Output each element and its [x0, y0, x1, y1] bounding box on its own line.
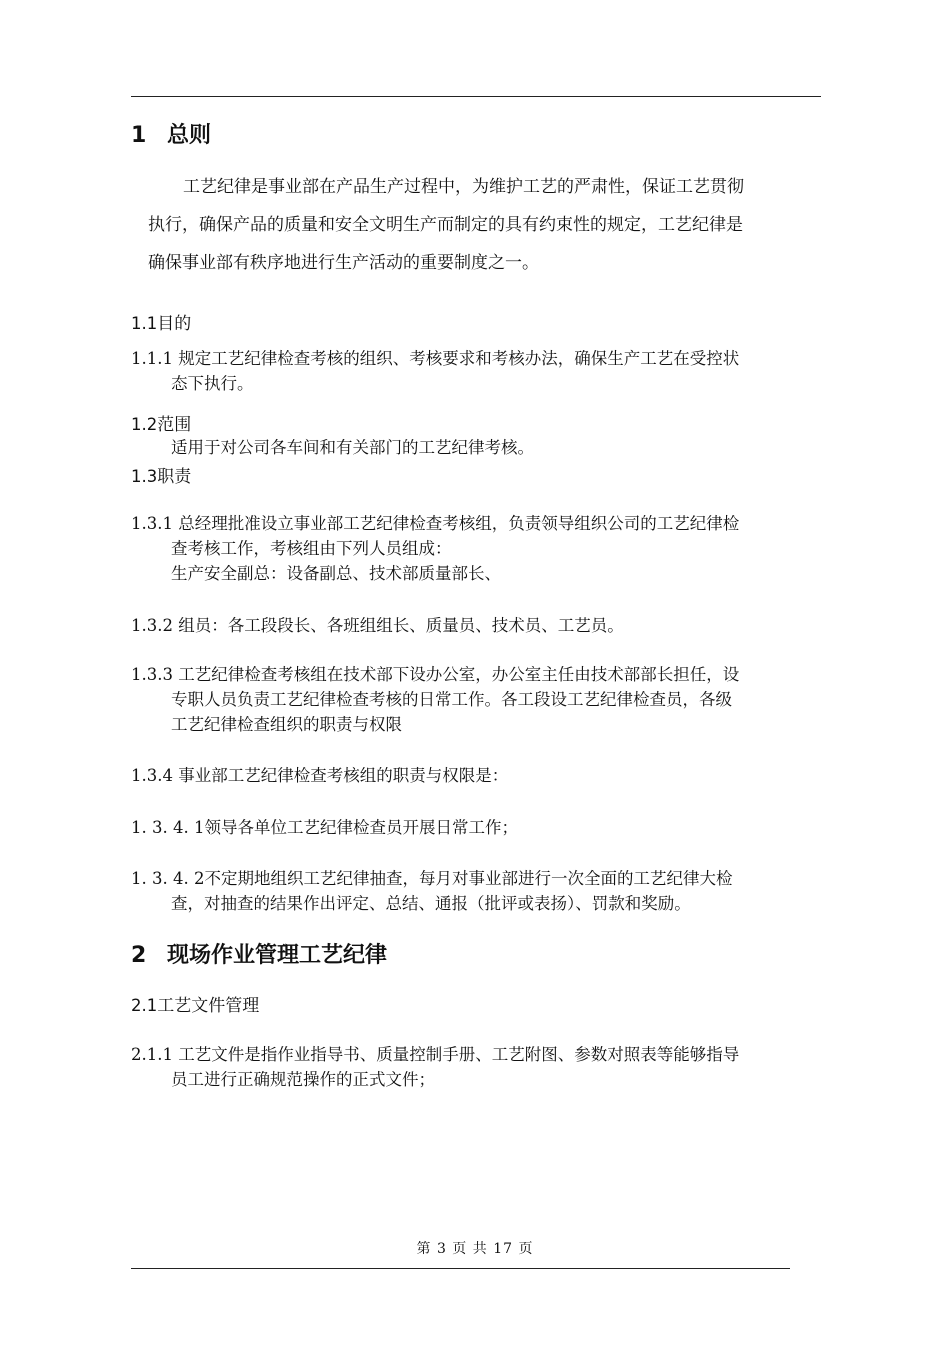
- item-1-3-2: [131, 613, 821, 638]
- intro-paragraph: [131, 168, 821, 282]
- subsection-title: 职责: [157, 467, 192, 487]
- subsection-2-1-heading: [131, 991, 259, 1016]
- item-1-1-1: [131, 346, 821, 396]
- item-line: 专职人员负责工艺纪律检查考核的日常工作。各工段设工艺纪律检查员，各级: [171, 690, 732, 709]
- intro-line: 执行，确保产品的质量和安全文明生产而制定的具有约束性的规定，工艺纪律是: [148, 215, 743, 235]
- item-line: 员工进行正确规范操作的正式文件；: [171, 1070, 435, 1089]
- item-2-1-1: [131, 1042, 821, 1092]
- subsection-number: 1.2: [131, 415, 158, 434]
- subsection-title: 目的: [157, 314, 192, 334]
- item-line: 态下执行。: [171, 374, 254, 393]
- intro-line: 确保事业部有秩序地进行生产活动的重要制度之一。: [148, 253, 539, 273]
- item-1-3-4-1: [131, 815, 821, 840]
- subsection-title: 范围: [157, 415, 192, 435]
- intro-line: 工艺纪律是事业部在产品生产过程中，为维护工艺的严肃性，保证工艺贯彻: [183, 177, 744, 197]
- section-number: 1: [131, 123, 147, 148]
- item-1-3-1: [131, 511, 821, 586]
- footer-rule: [131, 1268, 790, 1269]
- subsection-1-3-heading: [131, 462, 191, 487]
- subsection-1-1-heading: [131, 309, 191, 334]
- item-line: 1.3.1 总经理批准设立事业部工艺纪律检查考核组，负责领导组织公司的工艺纪律检: [131, 514, 740, 533]
- item-line: 查，对抽查的结果作出评定、总结、通报（批评或表扬）、罚款和奖励。: [171, 894, 691, 913]
- subsection-number: 2.1: [131, 996, 158, 1015]
- item-line: 1.3.3 工艺纪律检查考核组在技术部下设办公室，办公室主任由技术部部长担任，设: [131, 665, 740, 684]
- item-line: 1. 3. 4. 2不定期地组织工艺纪律抽查，每月对事业部进行一次全面的工艺纪律大检: [131, 869, 733, 888]
- section-title: 现场作业管理工艺纪律: [167, 943, 388, 968]
- subsection-title: 工艺文件管理: [157, 996, 260, 1016]
- section-number: 2: [131, 943, 147, 968]
- subsection-number: 1.1: [131, 314, 158, 333]
- item-1-3-3: [131, 662, 821, 737]
- item-line: 工艺纪律检查组织的职责与权限: [171, 715, 402, 734]
- item-line: 1.3.4 事业部工艺纪律检查考核组的职责与权限是：: [131, 766, 509, 785]
- item-line: 生产安全副总：设备副总、技术部质量部长、: [171, 564, 501, 583]
- item-line: 1. 3. 4. 1领导各单位工艺纪律检查员开展日常工作；: [131, 818, 518, 837]
- item-line: 2.1.1 工艺文件是指作业指导书、质量控制手册、工艺附图、参数对照表等能够指导: [131, 1045, 740, 1064]
- item-line: 适用于对公司各车间和有关部门的工艺纪律考核。: [171, 438, 534, 457]
- section-1-heading: [131, 118, 211, 149]
- item-line: 1.1.1 规定工艺纪律检查考核的组织、考核要求和考核办法，确保生产工艺在受控状: [131, 349, 740, 368]
- item-1-3-4-2: [131, 866, 821, 916]
- header-rule: [131, 96, 821, 97]
- page-footer: 第 3 页 共 17 页: [416, 1241, 534, 1257]
- section-2-heading: [131, 938, 387, 969]
- subsection-number: 1.3: [131, 467, 158, 486]
- item-line: 1.3.2 组员：各工段段长、各班组组长、质量员、技术员、工艺员。: [131, 616, 624, 635]
- item-1-3-4: [131, 763, 821, 788]
- item-line: 查考核工作，考核组由下列人员组成：: [171, 539, 452, 558]
- subsection-1-2-heading: [131, 410, 191, 435]
- section-title: 总则: [167, 123, 212, 148]
- scope-text: [131, 435, 821, 460]
